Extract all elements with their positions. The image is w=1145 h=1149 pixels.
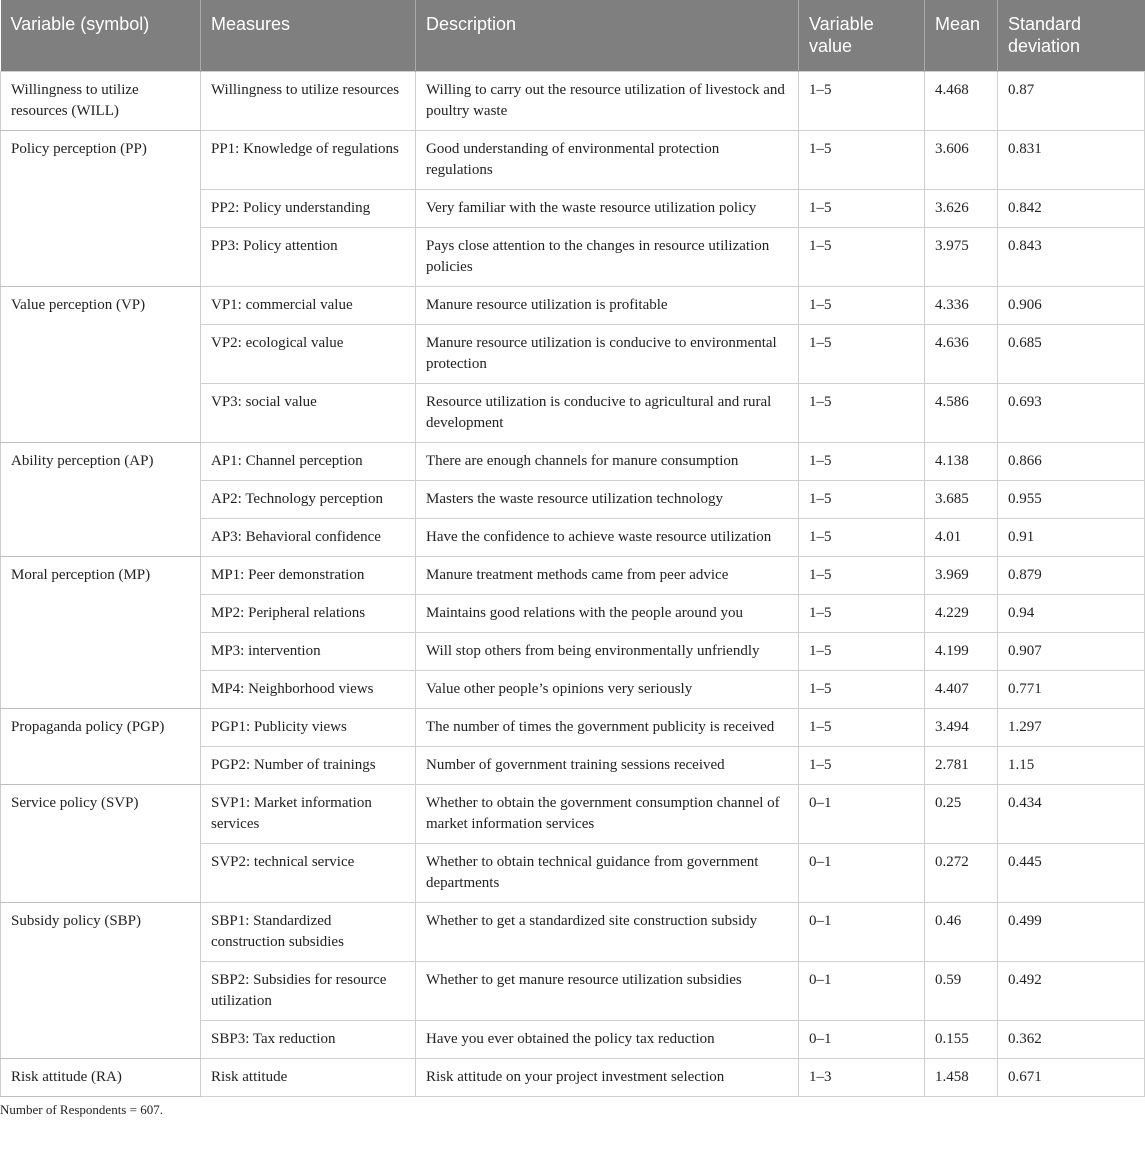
table-row	[1, 72, 1145, 131]
table-row	[1, 709, 1145, 747]
cell-variable-value: 0–1	[799, 785, 925, 844]
header-description: Description	[416, 0, 799, 72]
cell-description: Number of government training sessions received	[416, 747, 799, 785]
table-row	[1, 785, 1145, 844]
cell-variable-value: 1–5	[799, 190, 925, 228]
table-body	[1, 72, 1145, 1097]
table-row	[1, 1059, 1145, 1097]
cell-variable-value: 0–1	[799, 903, 925, 962]
cell-variable-value: 1–5	[799, 519, 925, 557]
cell-mean: 1.458	[925, 1059, 998, 1097]
cell-description: Willing to carry out the resource utilization of livestock and poultry waste	[416, 72, 799, 131]
cell-description: Good understanding of environmental protection regulations	[416, 131, 799, 190]
cell-variable-value: 0–1	[799, 1021, 925, 1059]
cell-measure: MP3: intervention	[201, 633, 416, 671]
cell-mean: 3.975	[925, 228, 998, 287]
cell-variable-value: 1–5	[799, 384, 925, 443]
cell-measure: AP1: Channel perception	[201, 443, 416, 481]
cell-measure: PP3: Policy attention	[201, 228, 416, 287]
cell-standard-deviation: 0.434	[998, 785, 1145, 844]
cell-variable: Propaganda policy (PGP)	[1, 709, 201, 785]
cell-measure: PGP1: Publicity views	[201, 709, 416, 747]
cell-description: There are enough channels for manure consumption	[416, 443, 799, 481]
cell-description: Masters the waste resource utilization technology	[416, 481, 799, 519]
cell-mean: 0.272	[925, 844, 998, 903]
cell-description: The number of times the government publicity is received	[416, 709, 799, 747]
table-row	[1, 443, 1145, 481]
table-row	[1, 557, 1145, 595]
cell-variable: Risk attitude (RA)	[1, 1059, 201, 1097]
cell-mean: 3.969	[925, 557, 998, 595]
cell-description: Have you ever obtained the policy tax reduction	[416, 1021, 799, 1059]
cell-variable: Subsidy policy (SBP)	[1, 903, 201, 1059]
cell-standard-deviation: 0.87	[998, 72, 1145, 131]
cell-measure: MP4: Neighborhood views	[201, 671, 416, 709]
cell-mean: 4.229	[925, 595, 998, 633]
cell-variable-value: 1–5	[799, 671, 925, 709]
cell-variable-value: 1–5	[799, 633, 925, 671]
cell-measure: SVP2: technical service	[201, 844, 416, 903]
cell-variable-value: 1–5	[799, 747, 925, 785]
cell-description: Whether to obtain the government consumption channel of market information services	[416, 785, 799, 844]
cell-mean: 3.685	[925, 481, 998, 519]
cell-description: Will stop others from being environmentally unfriendly	[416, 633, 799, 671]
cell-measure: PP1: Knowledge of regulations	[201, 131, 416, 190]
cell-standard-deviation: 0.499	[998, 903, 1145, 962]
header-standard-deviation: Standard deviation	[998, 0, 1145, 72]
cell-mean: 4.636	[925, 325, 998, 384]
cell-variable-value: 1–5	[799, 72, 925, 131]
cell-measure: Willingness to utilize resources	[201, 72, 416, 131]
cell-mean: 4.199	[925, 633, 998, 671]
cell-standard-deviation: 0.879	[998, 557, 1145, 595]
cell-description: Have the confidence to achieve waste resource utilization	[416, 519, 799, 557]
cell-standard-deviation: 0.91	[998, 519, 1145, 557]
cell-variable: Policy perception (PP)	[1, 131, 201, 287]
cell-description: Risk attitude on your project investment selection	[416, 1059, 799, 1097]
cell-variable: Value perception (VP)	[1, 287, 201, 443]
cell-description: Whether to get a standardized site construction subsidy	[416, 903, 799, 962]
cell-standard-deviation: 0.866	[998, 443, 1145, 481]
cell-variable: Ability perception (AP)	[1, 443, 201, 557]
cell-standard-deviation: 0.842	[998, 190, 1145, 228]
cell-standard-deviation: 1.297	[998, 709, 1145, 747]
cell-measure: SVP1: Market information services	[201, 785, 416, 844]
cell-variable-value: 1–5	[799, 131, 925, 190]
cell-variable-value: 1–5	[799, 595, 925, 633]
cell-measure: VP2: ecological value	[201, 325, 416, 384]
cell-measure: VP1: commercial value	[201, 287, 416, 325]
cell-variable: Service policy (SVP)	[1, 785, 201, 903]
cell-description: Whether to obtain technical guidance from government departments	[416, 844, 799, 903]
cell-mean: 3.494	[925, 709, 998, 747]
cell-mean: 4.586	[925, 384, 998, 443]
cell-variable-value: 0–1	[799, 962, 925, 1021]
table-header-row	[1, 0, 1145, 72]
cell-variable-value: 0–1	[799, 844, 925, 903]
cell-measure: PGP2: Number of trainings	[201, 747, 416, 785]
cell-description: Manure treatment methods came from peer advice	[416, 557, 799, 595]
table-row	[1, 131, 1145, 190]
cell-standard-deviation: 0.685	[998, 325, 1145, 384]
cell-standard-deviation: 0.94	[998, 595, 1145, 633]
cell-description: Manure resource utilization is profitable	[416, 287, 799, 325]
cell-measure: Risk attitude	[201, 1059, 416, 1097]
header-variable: Variable (symbol)	[1, 0, 201, 72]
cell-standard-deviation: 0.771	[998, 671, 1145, 709]
table-footnote: Number of Respondents = 607.	[0, 1102, 163, 1117]
cell-measure: SBP1: Standardized construction subsidies	[201, 903, 416, 962]
cell-mean: 4.407	[925, 671, 998, 709]
cell-standard-deviation: 0.671	[998, 1059, 1145, 1097]
cell-mean: 3.606	[925, 131, 998, 190]
cell-mean: 3.626	[925, 190, 998, 228]
cell-mean: 0.25	[925, 785, 998, 844]
cell-standard-deviation: 0.906	[998, 287, 1145, 325]
cell-standard-deviation: 0.362	[998, 1021, 1145, 1059]
cell-variable-value: 1–5	[799, 443, 925, 481]
cell-variable: Moral perception (MP)	[1, 557, 201, 709]
table-row	[1, 287, 1145, 325]
cell-measure: AP2: Technology perception	[201, 481, 416, 519]
cell-variable-value: 1–5	[799, 481, 925, 519]
cell-description: Manure resource utilization is conducive to environmental protection	[416, 325, 799, 384]
cell-measure: SBP2: Subsidies for resource utilization	[201, 962, 416, 1021]
cell-description: Value other people’s opinions very seriously	[416, 671, 799, 709]
cell-standard-deviation: 0.445	[998, 844, 1145, 903]
cell-description: Pays close attention to the changes in resource utilization policies	[416, 228, 799, 287]
cell-variable: Willingness to utilize resources (WILL)	[1, 72, 201, 131]
cell-standard-deviation: 0.693	[998, 384, 1145, 443]
cell-measure: AP3: Behavioral confidence	[201, 519, 416, 557]
cell-mean: 0.59	[925, 962, 998, 1021]
cell-measure: SBP3: Tax reduction	[201, 1021, 416, 1059]
cell-variable-value: 1–5	[799, 325, 925, 384]
cell-standard-deviation: 0.907	[998, 633, 1145, 671]
cell-variable-value: 1–5	[799, 287, 925, 325]
cell-mean: 0.46	[925, 903, 998, 962]
cell-mean: 4.01	[925, 519, 998, 557]
cell-variable-value: 1–5	[799, 228, 925, 287]
cell-mean: 2.781	[925, 747, 998, 785]
cell-standard-deviation: 0.831	[998, 131, 1145, 190]
cell-description: Whether to get manure resource utilization subsidies	[416, 962, 799, 1021]
cell-variable-value: 1–5	[799, 557, 925, 595]
cell-standard-deviation: 0.492	[998, 962, 1145, 1021]
table-row	[1, 903, 1145, 962]
header-measures: Measures	[201, 0, 416, 72]
cell-measure: MP2: Peripheral relations	[201, 595, 416, 633]
header-mean: Mean	[925, 0, 998, 72]
cell-variable-value: 1–3	[799, 1059, 925, 1097]
cell-description: Very familiar with the waste resource utilization policy	[416, 190, 799, 228]
cell-mean: 4.138	[925, 443, 998, 481]
cell-mean: 4.468	[925, 72, 998, 131]
cell-standard-deviation: 0.843	[998, 228, 1145, 287]
cell-measure: MP1: Peer demonstration	[201, 557, 416, 595]
cell-mean: 0.155	[925, 1021, 998, 1059]
cell-standard-deviation: 1.15	[998, 747, 1145, 785]
header-variable-value: Variable value	[799, 0, 925, 72]
cell-mean: 4.336	[925, 287, 998, 325]
cell-description: Resource utilization is conducive to agricultural and rural development	[416, 384, 799, 443]
cell-measure: VP3: social value	[201, 384, 416, 443]
cell-variable-value: 1–5	[799, 709, 925, 747]
cell-measure: PP2: Policy understanding	[201, 190, 416, 228]
cell-standard-deviation: 0.955	[998, 481, 1145, 519]
cell-description: Maintains good relations with the people around you	[416, 595, 799, 633]
